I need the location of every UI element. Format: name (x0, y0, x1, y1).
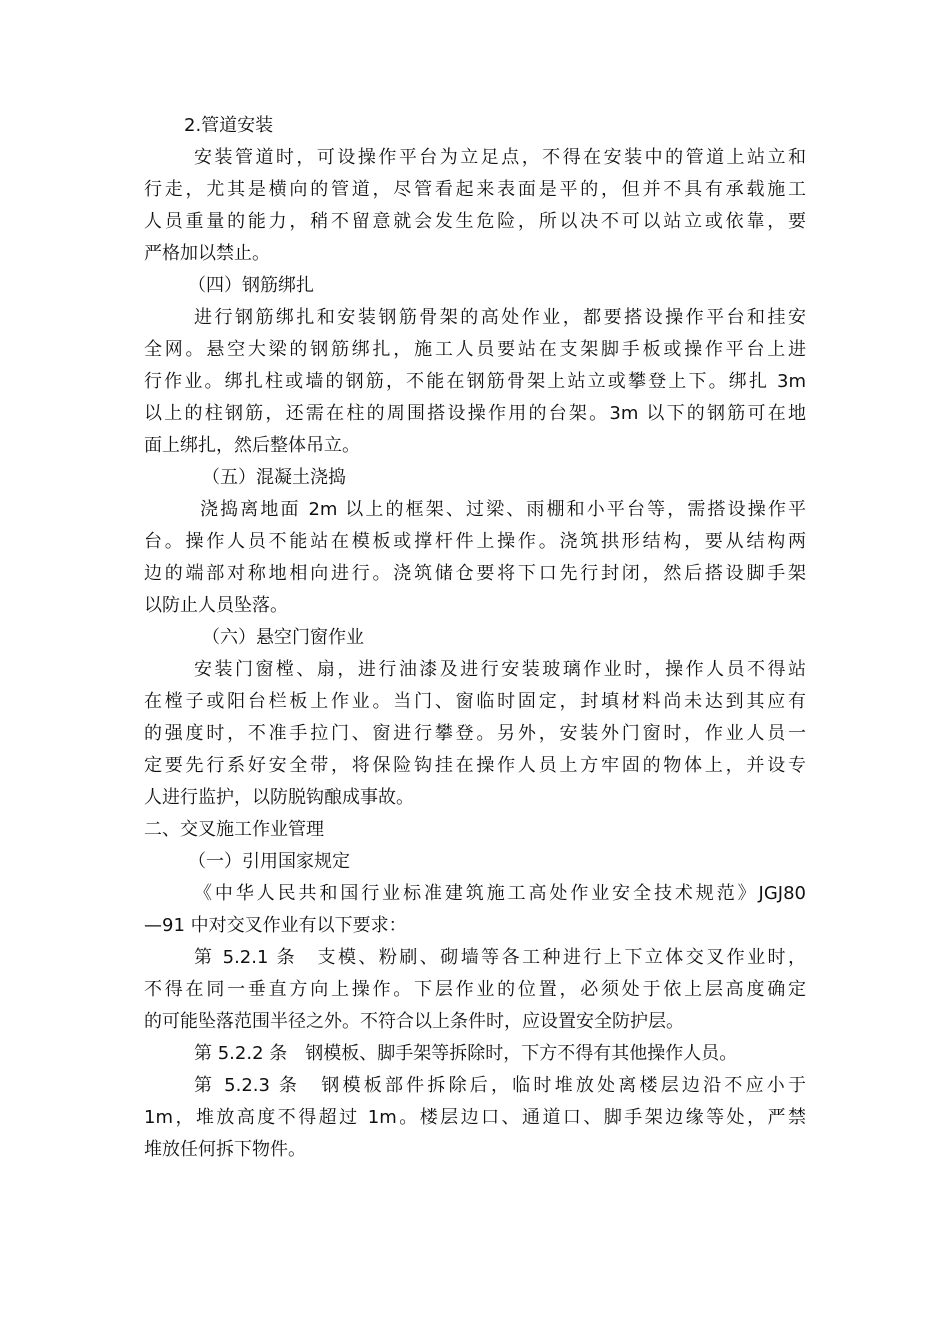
text-line: 的可能坠落范围半径之外。不符合以上条件时，应设置安全防护层。 (144, 1011, 684, 1032)
text-line: 人员重量的能力，稍不留意就会发生危险，所以决不可以站立或依靠，要 (144, 211, 806, 232)
text-line: 以上的柱钢筋，还需在柱的周围搭设操作用的台架。3m 以下的钢筋可在地 (144, 403, 806, 424)
text-line: 台。操作人员不能站在模板或撑杆件上操作。浇筑拱形结构，要从结构两 (144, 531, 806, 552)
text-line: （六）悬空门窗作业 (202, 627, 364, 648)
text-line: —91 中对交叉作业有以下要求： (144, 915, 407, 936)
text-line: 严格加以禁止。 (144, 243, 270, 264)
text-line: 1m，堆放高度不得超过 1m。楼层边口、通道口、脚手架边缘等处，严禁 (144, 1107, 806, 1128)
text-line: 边的端部对称地相向进行。浇筑储仓要将下口先行封闭，然后搭设脚手架 (144, 563, 806, 584)
text-line: 的强度时，不准手拉门、窗进行攀登。另外，安装外门窗时，作业人员一 (144, 723, 806, 744)
text-line: 安装管道时，可设操作平台为立足点，不得在安装中的管道上站立和 (194, 147, 806, 168)
text-line: 第 5.2.2 条 钢模板、脚手架等拆除时，下方不得有其他操作人员。 (194, 1043, 738, 1064)
text-line: 行作业。绑扎柱或墙的钢筋，不能在钢筋骨架上站立或攀登上下。绑扎 3m (144, 371, 806, 392)
text-line: 在樘子或阳台栏板上作业。当门、窗临时固定，封填材料尚未达到其应有 (144, 691, 806, 712)
text-line: 面上绑扎，然后整体吊立。 (144, 435, 360, 456)
text-line: 二、交叉施工作业管理 (144, 819, 324, 840)
text-line: 行走，尤其是横向的管道，尽管看起来表面是平的，但并不具有承载施工 (144, 179, 806, 200)
text-line: 定要先行系好安全带，将保险钩挂在操作人员上方牢固的物体上，并设专 (144, 755, 806, 776)
text-line: 《中华人民共和国行业标准建筑施工高处作业安全技术规范》JGJ80 (194, 883, 806, 904)
text-line: 浇捣离地面 2m 以上的框架、过梁、雨棚和小平台等，需搭设操作平 (200, 499, 806, 520)
text-line: 全网。悬空大梁的钢筋绑扎，施工人员要站在支架脚手板或操作平台上进 (144, 339, 806, 360)
text-line: 安装门窗樘、扇，进行油漆及进行安装玻璃作业时，操作人员不得站 (194, 659, 806, 680)
text-line: 堆放任何拆下物件。 (144, 1139, 306, 1160)
text-line: （四）钢筋绑扎 (188, 275, 314, 296)
text-line: （五）混凝土浇捣 (202, 467, 346, 488)
text-line: 第 5.2.3 条 钢模板部件拆除后，临时堆放处离楼层边沿不应小于 (194, 1075, 806, 1096)
text-line: 不得在同一垂直方向上操作。下层作业的位置，必须处于依上层高度确定 (144, 979, 806, 1000)
document-body (144, 110, 806, 1166)
text-line: （一）引用国家规定 (188, 851, 350, 872)
text-line: 以防止人员坠落。 (144, 595, 288, 616)
text-line: 进行钢筋绑扎和安装钢筋骨架的高处作业，都要搭设操作平台和挂安 (194, 307, 806, 328)
text-line: 第 5.2.1 条 支模、粉刷、砌墙等各工种进行上下立体交叉作业时， (194, 947, 806, 968)
text-line: 2.管道安装 (184, 115, 274, 136)
text-line: 人进行监护，以防脱钩酿成事故。 (144, 787, 414, 808)
